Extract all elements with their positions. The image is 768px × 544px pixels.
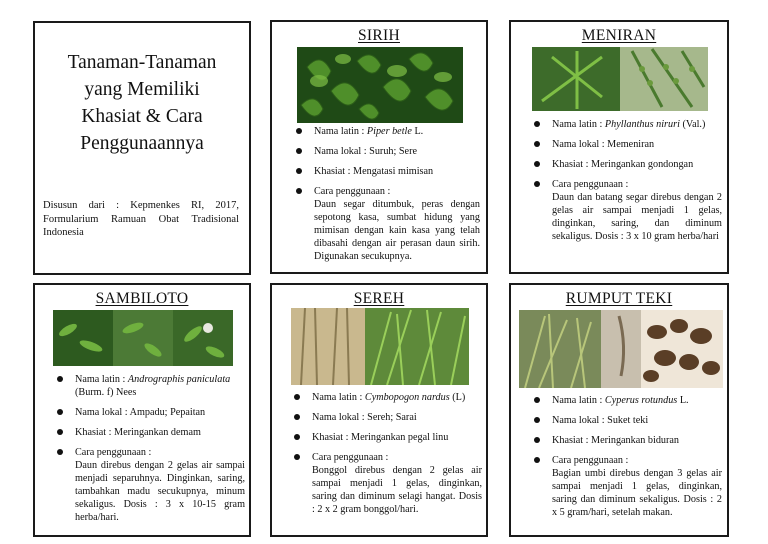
bullet-icon [534, 417, 540, 423]
local-name: Nama lokal : Ampadu; Pepaitan [55, 406, 245, 419]
latin-name: Nama latin : Piper betle L. [294, 125, 480, 138]
bullet-icon [534, 437, 540, 443]
local-name: Nama lokal : Suket teki [532, 414, 722, 427]
title-card [33, 21, 251, 275]
source-note: Disusun dari : Kepmenkes RI, 2017, Formularium Ramuan Obat Tradisional Indonesia [43, 200, 239, 238]
sambiloto-info [55, 373, 245, 531]
bullet-icon [534, 457, 540, 463]
bullet-icon [534, 161, 540, 167]
card-title: RUMPUT TEKI [565, 290, 673, 307]
bullet-icon [294, 454, 300, 460]
bullet-icon [534, 121, 540, 127]
sirih-photo [297, 47, 463, 123]
latin-name: Nama latin : Cymbopogon nardus (L) [292, 391, 482, 404]
rumput-teki-photo [519, 310, 723, 388]
bullet-icon [57, 376, 63, 382]
usage: Cara penggunaan : Bonggol direbus dengan 2 gelas air sampai menjadi 1 gelas, dinginkan, saring dan diminum selagi hangat. Dosis : 2 x 2 gram bonggol/hari. [292, 451, 482, 516]
usage: Cara penggunaan : Daun direbus dengan 2 gelas air sampai menjadi separuhnya. Dinginkan, saring, tambahkan madu secukupnya, minum sekaligus. Dosis : 3 x 10-15 gram herba/hari. [55, 446, 245, 524]
bullet-icon [294, 414, 300, 420]
bullet-icon [296, 168, 302, 174]
local-name: Nama lokal : Sereh; Sarai [292, 411, 482, 424]
bullet-icon [57, 449, 63, 455]
benefit: Khasiat : Meringankan biduran [532, 434, 722, 447]
benefit: Khasiat : Mengatasi mimisan [294, 165, 480, 178]
card-title: SAMBILOTO [95, 290, 189, 307]
card-meniran [509, 20, 729, 274]
meniran-info [532, 118, 722, 250]
latin-name: Nama latin : Phyllanthus niruri (Val.) [532, 118, 722, 131]
card-sirih [270, 20, 488, 274]
local-name: Nama lokal : Memeniran [532, 138, 722, 151]
usage: Cara penggunaan : Daun dan batang segar direbus dengan 2 gelas air sampai menjadi 1 gelas, dinginkan, saring, dan diminum sekaligus. Dosis : 3 x 10 gram herba/hari [532, 178, 722, 243]
local-name: Nama lokal : Suruh; Sere [294, 145, 480, 158]
page-title [45, 49, 239, 157]
benefit: Khasiat : Meringankan pegal linu [292, 431, 482, 444]
bullet-icon [294, 394, 300, 400]
card-sereh [270, 283, 488, 537]
benefit: Khasiat : Meringankan demam [55, 426, 245, 439]
card-sambiloto [33, 283, 251, 537]
sereh-info [292, 391, 482, 523]
bullet-icon [534, 181, 540, 187]
bullet-icon [57, 429, 63, 435]
bullet-icon [534, 141, 540, 147]
card-title: MENIRAN [581, 27, 657, 44]
usage: Cara penggunaan : Bagian umbi direbus dengan 3 gelas air sampai menjadi 1 gelas, dinginkan, saring dan diminum sekaligus. Dosis : 2 x 5 gram/hari, setelah makan. [532, 454, 722, 519]
usage: Cara penggunaan : Daun segar ditumbuk, peras dengan sepotong kasa, sumbat hidung yang mimisan dengan kain kasa yang telah dibasahi dengan air perasan daun sirih. Digunakan secukupnya. [294, 185, 480, 263]
latin-name: Nama latin : Cyperus rotundus L. [532, 394, 722, 407]
rumput-teki-info [532, 394, 722, 526]
benefit: Khasiat : Meringankan gondongan [532, 158, 722, 171]
bullet-icon [57, 409, 63, 415]
latin-name: Nama latin : Andrographis paniculata (Burm. f) Nees [55, 373, 245, 399]
card-rumput-teki [509, 283, 729, 537]
title-line: yang Memiliki [84, 79, 200, 100]
sereh-photo [291, 308, 469, 385]
title-line: Penggunaannya [80, 133, 204, 154]
title-line: Tanaman-Tanaman [67, 52, 217, 73]
bullet-icon [296, 148, 302, 154]
card-title: SEREH [353, 290, 405, 307]
bullet-icon [296, 128, 302, 134]
bullet-icon [294, 434, 300, 440]
card-title: SIRIH [358, 27, 400, 44]
title-line: Khasiat & Cara [81, 106, 203, 127]
sirih-info [294, 125, 480, 270]
sambiloto-photo [53, 310, 233, 366]
meniran-photo [532, 47, 708, 111]
bullet-icon [534, 397, 540, 403]
bullet-icon [296, 188, 302, 194]
